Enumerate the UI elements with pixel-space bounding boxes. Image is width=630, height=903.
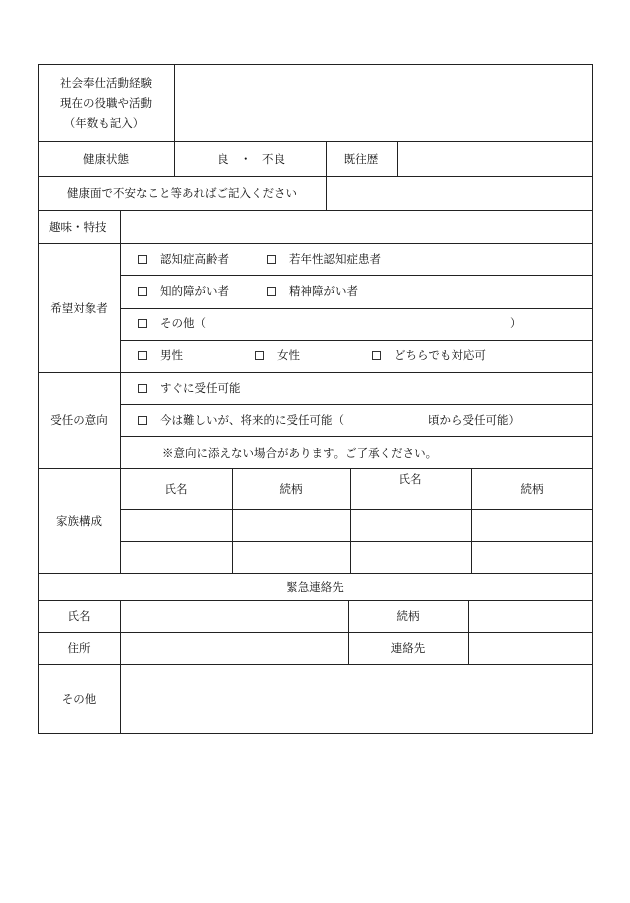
family-relation-header: 続柄 bbox=[520, 482, 544, 496]
row-divider bbox=[38, 632, 593, 633]
target-option-other[interactable] bbox=[138, 316, 206, 330]
sub-row-divider bbox=[120, 308, 593, 309]
row-divider bbox=[38, 372, 593, 373]
table-border-bottom bbox=[38, 733, 593, 734]
option-label: 認知症高齢者 bbox=[160, 252, 229, 266]
volunteer-label-3: （年数も記入） bbox=[63, 116, 145, 130]
col-divider bbox=[174, 64, 175, 142]
col-divider bbox=[120, 210, 121, 574]
target-label: 希望対象者 bbox=[50, 301, 108, 315]
target-option-male[interactable] bbox=[138, 348, 183, 362]
col-divider bbox=[120, 600, 121, 734]
health-good-option[interactable]: 良 bbox=[217, 152, 229, 166]
intent-option-future[interactable] bbox=[138, 413, 344, 427]
sub-row-divider bbox=[120, 340, 593, 341]
option-label: 知的障がい者 bbox=[160, 284, 229, 298]
option-label: 精神障がい者 bbox=[289, 284, 358, 298]
checkbox-icon[interactable] bbox=[255, 351, 264, 360]
target-other-close: ） bbox=[510, 316, 522, 330]
row-divider bbox=[38, 243, 593, 244]
option-label: 今は難しいが、将来的に受任可能（ bbox=[160, 413, 344, 427]
col-divider bbox=[174, 141, 175, 177]
target-option-dementia-elderly[interactable] bbox=[138, 252, 229, 266]
family-label: 家族構成 bbox=[56, 514, 102, 528]
option-label: すぐに受任可能 bbox=[160, 381, 241, 395]
checkbox-icon[interactable] bbox=[138, 416, 147, 425]
checkbox-icon[interactable] bbox=[267, 255, 276, 264]
row-divider bbox=[38, 176, 593, 177]
row-divider bbox=[38, 468, 593, 469]
checkbox-icon[interactable] bbox=[138, 351, 147, 360]
sub-row-divider bbox=[120, 275, 593, 276]
sub-row-divider bbox=[120, 509, 593, 510]
health-separator: ・ bbox=[240, 152, 252, 166]
checkbox-icon[interactable] bbox=[138, 384, 147, 393]
col-divider bbox=[350, 468, 351, 574]
emergency-address-label: 住所 bbox=[67, 641, 91, 655]
col-divider bbox=[348, 600, 349, 665]
table-border-right bbox=[592, 64, 593, 734]
option-label: 女性 bbox=[277, 348, 300, 362]
other-label: その他 bbox=[61, 692, 97, 706]
emergency-name-label: 氏名 bbox=[67, 609, 91, 623]
target-option-either[interactable] bbox=[372, 348, 486, 362]
family-relation-header: 続柄 bbox=[279, 482, 303, 496]
emergency-contact-label: 連絡先 bbox=[390, 641, 426, 655]
row-divider bbox=[38, 141, 593, 142]
checkbox-icon[interactable] bbox=[267, 287, 276, 296]
family-name-header: 氏名 bbox=[164, 482, 188, 496]
intent-label: 受任の意向 bbox=[50, 413, 108, 427]
health-bad-option[interactable]: 不良 bbox=[262, 152, 285, 166]
intent-option-now[interactable] bbox=[138, 381, 241, 395]
option-label: その他（ bbox=[160, 316, 206, 330]
option-label: どちらでも対応可 bbox=[394, 348, 486, 362]
target-option-female[interactable] bbox=[255, 348, 300, 362]
col-divider bbox=[232, 468, 233, 574]
checkbox-icon[interactable] bbox=[138, 319, 147, 328]
family-name-header: 氏名 bbox=[398, 472, 422, 486]
volunteer-label-2: 現在の役職や活動 bbox=[60, 96, 152, 110]
option-label: 男性 bbox=[160, 348, 183, 362]
health-concern-label: 健康面で不安なこと等あればご記入ください bbox=[67, 186, 297, 200]
col-divider bbox=[397, 141, 398, 177]
intent-future-end: 頃から受任可能） bbox=[428, 413, 520, 427]
medical-history-label: 既往歴 bbox=[343, 152, 379, 166]
row-divider bbox=[38, 600, 593, 601]
checkbox-icon[interactable] bbox=[138, 255, 147, 264]
table-border-top bbox=[38, 64, 593, 65]
row-divider bbox=[38, 210, 593, 211]
col-divider bbox=[326, 141, 327, 210]
sub-row-divider bbox=[120, 404, 593, 405]
emergency-title: 緊急連絡先 bbox=[286, 580, 344, 594]
health-label: 健康状態 bbox=[83, 152, 129, 166]
sub-row-divider bbox=[120, 541, 593, 542]
col-divider bbox=[468, 600, 469, 665]
col-divider bbox=[471, 468, 472, 574]
target-option-intellectual[interactable] bbox=[138, 284, 229, 298]
sub-row-divider bbox=[120, 436, 593, 437]
target-option-mental[interactable] bbox=[267, 284, 358, 298]
option-label: 若年性認知症患者 bbox=[289, 252, 381, 266]
volunteer-label-1: 社会奉仕活動経験 bbox=[60, 76, 152, 90]
row-divider bbox=[38, 573, 593, 574]
checkbox-icon[interactable] bbox=[372, 351, 381, 360]
table-border-left bbox=[38, 64, 39, 734]
intent-note: ※意向に添えない場合があります。ご了承ください。 bbox=[162, 446, 438, 460]
hobby-label: 趣味・特技 bbox=[49, 220, 107, 234]
emergency-relation-label: 続柄 bbox=[396, 609, 420, 623]
row-divider bbox=[38, 664, 593, 665]
target-option-young-dementia[interactable] bbox=[267, 252, 381, 266]
checkbox-icon[interactable] bbox=[138, 287, 147, 296]
